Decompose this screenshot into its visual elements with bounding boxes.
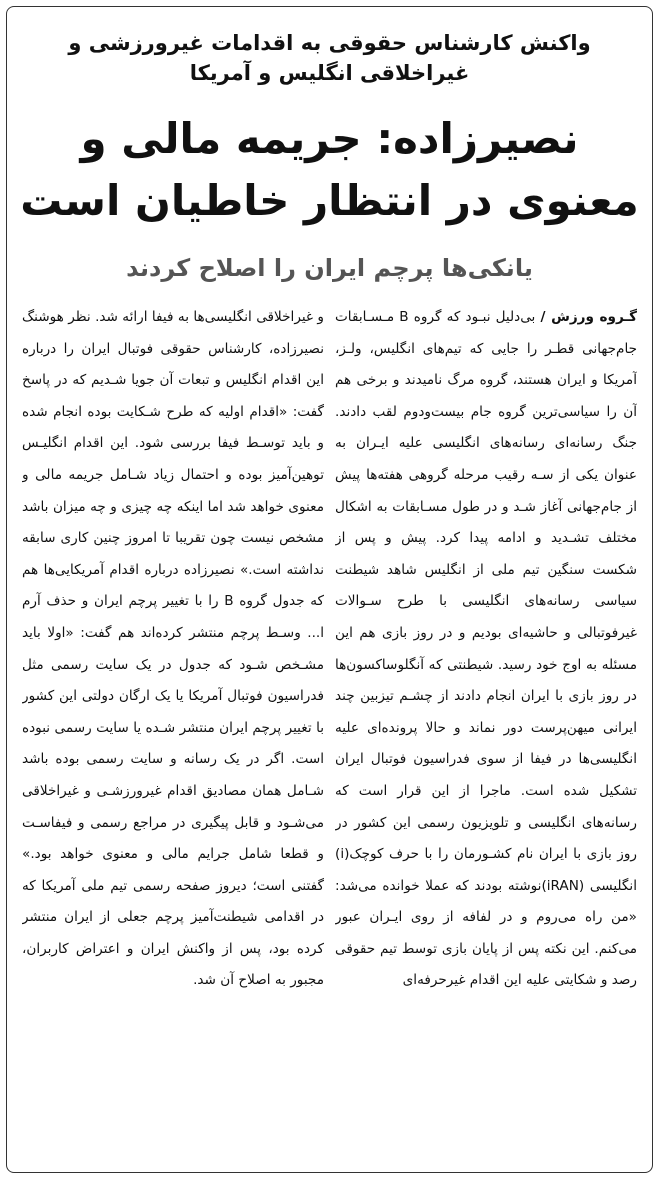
- article-subheadline: یانکی‌ها پرچم ایران را اصلاح کردند: [126, 254, 533, 282]
- column-left-paragraph: و غیراخلاقی انگلیسی‌ها به فیفا ارائه شد. نظر هوشنگ نصیرزاده، کارشناس حقوقی فوتبال ایران را درباره این اقدام انگلیس و تبعات آن جویا شـدیم که در پاسخ گفت: «اقدام اولیه که طرح شـکایت بوده انجام شده و باید توسـط فیفا بررسی شود. این اقدام انگلیـس توهین‌آمیز بوده و احتمال زیاد شـامل جریمه مالی و معنوی خواهد شد اما اینکه چه چیزی و چه میزان باشد مشخص نیست چون تقریبا تا امروز چنین کاری سابقه نداشته است.» نصیرزاده درباره اقدام آمریکایی‌ها هم که جدول گروه B را با تغییر پرچم ایران و حذف آرم ا... وسـط پرچم منتشر کرده‌اند هم گفت: «اولا باید مشـخص شـود که جدول در یک سایت رسمی مثل فدراسیون فوتبال آمریکا یا یک ارگان دولتی این کشور با تغییر پرچم ایران منتشر شـده یا سایت رسمی نبوده است. اگر در یک رسانه و سایت رسمی بوده باشد شـامل همان مصادیق اقدام غیرورزشـی و غیراخلاقی می‌شـود و قابل پیگیری در مراجع رسمی و فیفاسـت و قطعا شامل جرایم مالی و معنوی خواهد بود.» گفتنی است؛ دیروز صفحه رسمی تیم ملی آمریکا که در اقدامی شیطنت‌آمیز پرچم جعلی از ایران منتشر کرده بود، پس از واکنش ایران و اعتراض کاربران، مجبور به اصلاح آن شد.: [22, 309, 324, 989]
- newspaper-article: [6, 6, 653, 1173]
- article-column-left: [22, 302, 324, 1152]
- article-kicker: واکنش کارشناس حقوقی به اقدامات غیرورزشی و غیراخلاقی انگلیس و آمریکا: [68, 31, 591, 85]
- column-right-text: بی‌دلیل نبـود که گروه B مـسـابقات جام‌جهانی قطـر را جایی که تیم‌های انگلیس، ولـز، آمریکا و ایران هستند، گروه مرگ نامیدند و برخی هم آن را سیاسی‌ترین گروه جام بیست‌ودوم لقب دادند. جنگ رسانه‌ای رسانه‌های انگلیسی علیه ایـران به عنوان یکی از سـه رقیب مرحله گروهی هفته‌ها پیش از جام‌جهانی آغاز شـد و در طول مسـابقات به اشکال مختلف تشـدید و ادامه پیدا کرد. پیش و پس از شکست سنگین تیم ملی از انگلیس شاهد شیطنت سیاسی رسانه‌های انگلیسی با طرح سـوالات غیرفوتبالی و حاشیه‌ای بودیم و در روز بازی هم این مسئله به اوج خود رسید. شیطنتی که آنگلوساکسون‌ها در روز بازی با ایران انجام دادند از چشـم تیزبین چند ایرانی میهن‌پرست دور نماند و حالا پرونده‌ای علیه انگلیسی‌ها در فیفا از سوی فدراسیون فوتبال ایران تشکیل شده است. ماجرا از این قرار است که رسانه‌های انگلیسی و تلویزیون رسمی این کشور در روز بازی با ایران نام کشـورمان را با حرف کوچک(i) انگلیسی (iRAN)نوشته بودند که عملا خوانده می‌شد: «من راه می‌روم و در لفافه از روی ایـران عبور می‌کنم. این نکته پس از پایان بازی توسط تیم حقوقی رصد و شکایتی علیه این اقدام غیرحرفه‌ای: [335, 309, 637, 989]
- article-column-right: [335, 302, 637, 1152]
- article-byline: گـروه ورزش /: [540, 309, 637, 325]
- column-right-paragraph: [335, 302, 637, 997]
- article-headline: نصیرزاده: جریمه مالی و معنوی در انتظار خاطیان است: [20, 114, 639, 225]
